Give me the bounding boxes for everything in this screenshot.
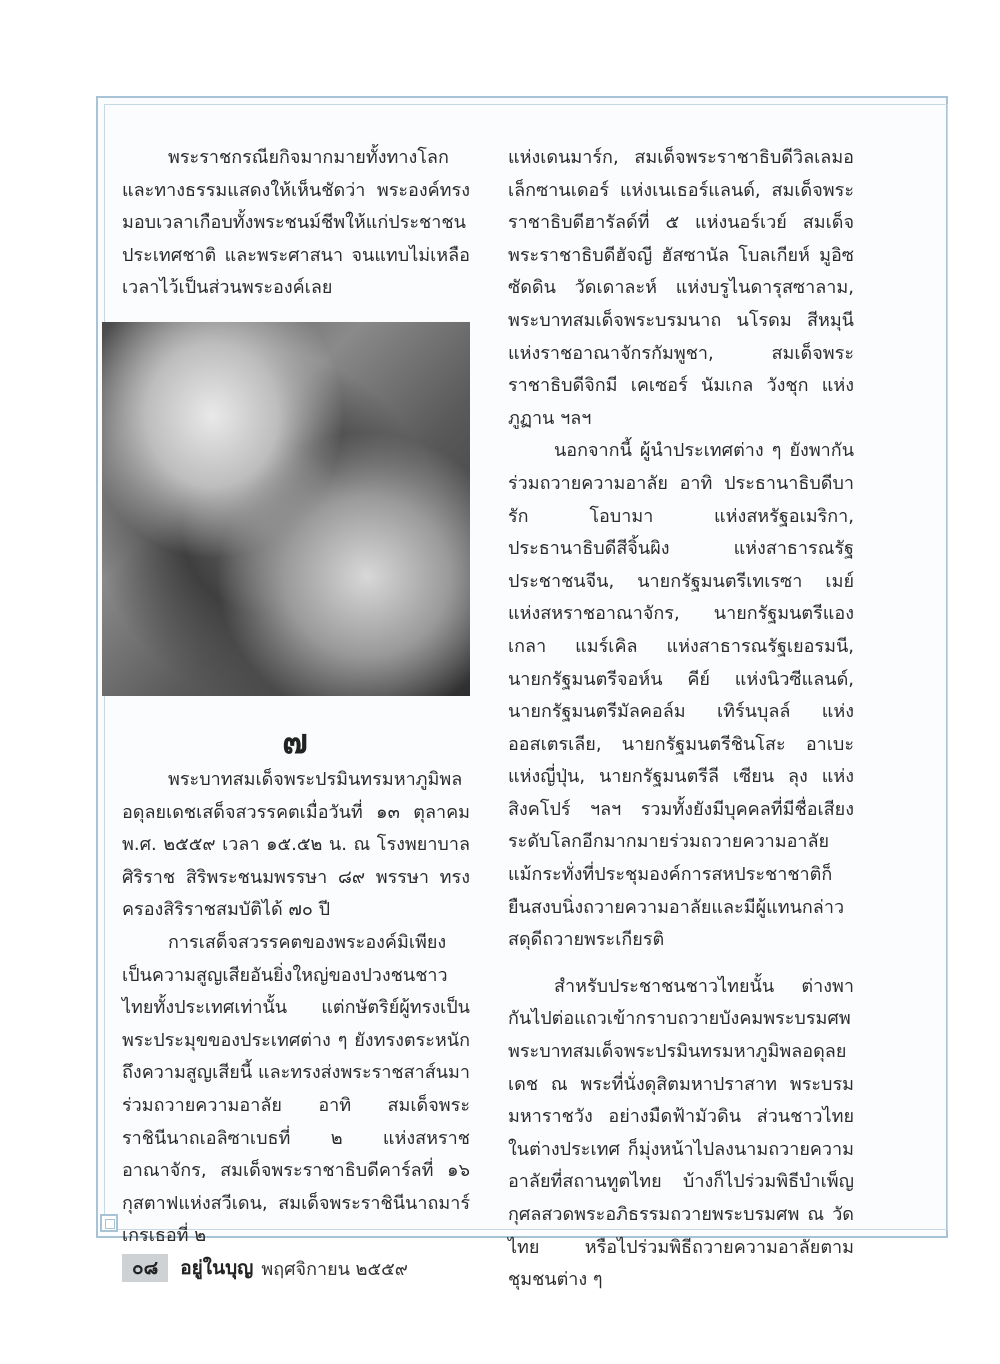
left-column [122, 142, 470, 305]
left-column-lower [122, 764, 470, 1253]
right-column [508, 142, 854, 1297]
page-footer [122, 1254, 408, 1282]
paragraph-passing: พระบาทสมเด็จพระปรมินทรมหาภูมิพลอดุลยเดชเสด็จสวรรคตเมื่อวันที่ ๑๓ ตุลาคม พ.ศ. ๒๕๕๙ เวลา ๑๕.๕๒ น. ณ โรงพยาบาลศิริราช สิริพระชนมพรรษา ๘๙ พรรษา ทรงครองสิริราชสมบัติได้ ๗๐ ปี [122, 769, 470, 921]
paragraph-thai-people: สำหรับประชาชนชาวไทยนั้น ต่างพากันไปต่อแถวเข้ากราบถวายบังคมพระบรมศพพระบาทสมเด็จพระปรมินทรมหาภูมิพลอดุลยเดช ณ พระที่นั่งดุสิตมหาปราสาท พระบรมมหาราชวัง อย่างมืดฟ้ามัวดิน ส่วนชาวไทยในต่างประเทศ ก็มุ่งหน้าไปลงนามถวายความอาลัยที่สถานทูตไทย บ้างก็ไปร่วมพิธีบำเพ็ญกุศลสวดพระอภิธรรมถวายพระบรมศพ ณ วัดไทย หรือไปร่วมพิธีถวายความอาลัยตามชุมชนต่าง ๆ [508, 975, 854, 1291]
intro-paragraph: พระราชกรณียกิจมากมายทั้งทางโลกและทางธรรมแสดงให้เห็นชัดว่า พระองค์ทรงมอบเวลาเกือบทั้งพระชนม์ชีพให้แก่ประชาชน ประเทศชาติ และพระศาสนา จนแทบไม่เหลือเวลาไว้เป็นส่วนพระองค์เลย [122, 147, 470, 299]
paragraph-gap [508, 957, 854, 971]
paragraph-world-leaders: นอกจากนี้ ผู้นำประเทศต่าง ๆ ยังพากันร่วมถวายความอาลัย อาทิ ประธานาธิบดีบารัก โอบามา แห่งสหรัฐอเมริกา, ประธานาธิบดีสีจิ้นผิง แห่งสาธารณรัฐประชาชนจีน, นายกรัฐมนตรีเทเรซา เมย์ แห่งสหราชอาณาจักร, นายกรัฐมนตรีแองเกลา แมร์เคิล แห่งสาธารณรัฐเยอรมนี, นายกรัฐมนตรีจอห์น คีย์ แห่งนิวซีแลนด์, นายกรัฐมนตรีมัลคอล์ม เทิร์นบุลล์ แห่งออสเตรเลีย, นายกรัฐมนตรีชินโสะ อาเบะ แห่งญี่ปุ่น, นายกรัฐมนตรีลี เซียน ลุง แห่งสิงคโปร์ ฯลฯ รวมทั้งยังมีบุคคลที่มีชื่อเสียงระดับโลกอีกมากมายร่วมถวายความอาลัย แม้กระทั่งที่ประชุมองค์การสหประชาชาติก็ยืนสงบนิ่งถวายความอาลัยและมีผู้แทนกล่าวสดุดีถวายพระเกียรติ [508, 440, 854, 951]
page-number: ๐๘ [122, 1254, 168, 1282]
magazine-title: อยู่ในบุญ [180, 1257, 254, 1279]
paragraph-monarchs: แห่งเดนมาร์ก, สมเด็จพระราชาธิบดีวิลเลมอเล็กซานเดอร์ แห่งเนเธอร์แลนด์, สมเด็จพระราชาธิบดีฮารัลด์ที่ ๕ แห่งนอร์เวย์ สมเด็จพระราชาธิบดีฮัจญี ฮัสซานัล โบลเกียห์ มูอิซซัดดิน วัดเดาละห์ แห่งบรูไนดารุสซาลาม, พระบาทสมเด็จพระบรมนาถ นโรดม สีหมุนี แห่งราชอาณาจักรกัมพูชา, สมเด็จพระราชาธิบดีจิกมี เคเซอร์ นัมเกล วังชุก แห่งภูฏาน ฯลฯ [508, 147, 854, 429]
corner-ornament [100, 1214, 118, 1232]
issue-date: พฤศจิกายน ๒๕๕๙ [261, 1258, 408, 1280]
paragraph-royal-condolences: การเสด็จสวรรคตของพระองค์มิเพียงเป็นความสูญเสียอันยิ่งใหญ่ของปวงชนชาวไทยทั้งประเทศเท่านั้น แต่กษัตริย์ผู้ทรงเป็นพระประมุขของประเทศต่าง ๆ ยังทรงตระหนักถึงความสูญเสียนี้ และทรงส่งพระราชสาส์นมาร่วมถวายความอาลัย อาทิ สมเด็จพระราชินีนาถเอลิซาเบธที่ ๒ แห่งสหราชอาณาจักร, สมเด็จพระราชาธิบดีคาร์ลที่ ๑๖ กุสตาฟแห่งสวีเดน, สมเด็จพระราชินีนาถมาร์เกรเธอที่ ๒ [122, 931, 470, 1247]
chapter-number: ๗ [282, 722, 308, 762]
photo-king-with-elderly-woman [102, 322, 470, 696]
